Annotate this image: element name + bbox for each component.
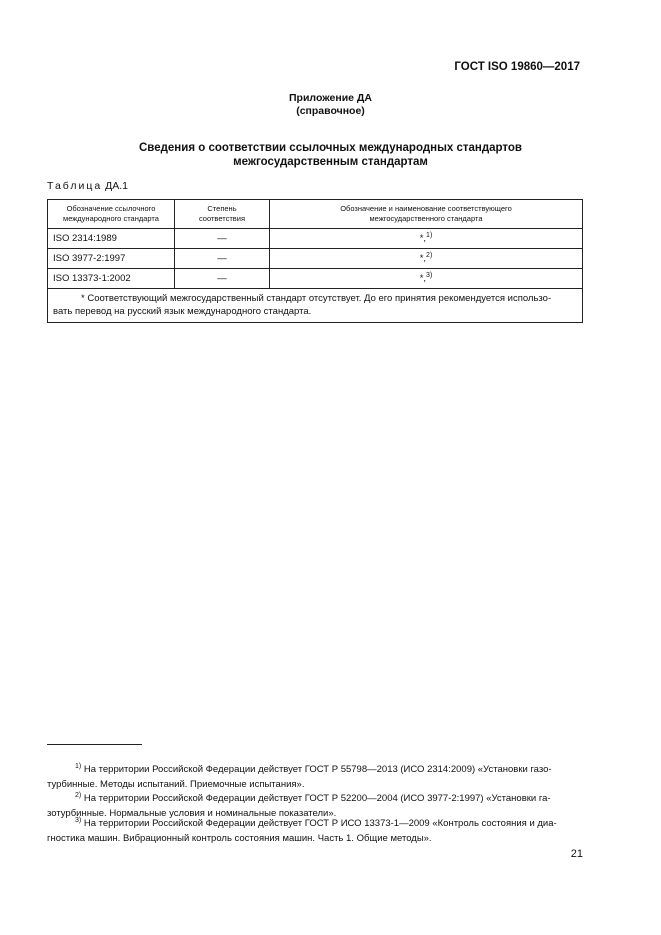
cell-reference: *,$^{1)}$ (270, 229, 583, 249)
cell-standard: ISO 13373-1:2002 (48, 269, 175, 289)
footnote: $^{3)}$ На территории Российской Федерации действует ГОСТ Р ИСО 13373-1—2009 «Контроль состояния и диа- гностика машин. Вибрационный контроль состояния машин. Часть 1. Общие методы». (47, 817, 557, 844)
cell-reference: *,$^{2)}$ (270, 249, 583, 269)
footnote-divider (47, 744, 142, 745)
table-row (48, 269, 583, 289)
footnote: $^{2)}$ На территории Российской Федерации действует ГОСТ Р 52200—2004 (ИСО 3977-2:1997) «Установки га- зотурбинные. Нормальные условия и номинальные показатели». (47, 792, 551, 819)
table-label-word: Таблица (47, 180, 103, 192)
cell-degree: — (175, 229, 270, 249)
table-row (48, 249, 583, 269)
table-label-number: ДА.1 (105, 180, 128, 192)
table-note-row (48, 289, 583, 323)
cell-standard: ISO 3977-2:1997 (48, 249, 175, 269)
header-interstate-standard: Обозначение и наименование соответствующего межгосударственного стандарта (270, 200, 583, 229)
appendix-subtitle: (справочное) (296, 105, 365, 117)
footnote: $^{1)}$ На территории Российской Федерации действует ГОСТ Р 55798—2013 (ИСО 2314:2009) «Установки газо- турбинные. Методы испытаний. Приемочные испытания». (47, 763, 552, 790)
appendix-title: Приложение ДА (289, 92, 372, 104)
standards-table (47, 199, 583, 323)
section-title-line2: межгосударственным стандартам (233, 156, 428, 168)
section-title: Сведения о соответствии ссылочных международных стандартов (138, 142, 522, 154)
cell-degree: — (175, 249, 270, 269)
table-row (48, 229, 583, 249)
table-header-row (48, 200, 583, 229)
table-note: * Соответствующий межгосударственный стандарт отсутствует. До его принятия рекомендуется использо- вать перевод на русский язык международного стандарта. (48, 289, 583, 323)
page-number: 21 (570, 848, 583, 860)
header-international-standard: Обозначение ссылочного международного стандарта (48, 200, 175, 229)
table-label (47, 180, 128, 192)
header-degree-of-conformity: Степень соответствия (175, 200, 270, 229)
cell-reference: *,$^{3)}$ (270, 269, 583, 289)
document-id: ГОСТ ISO 19860—2017 (454, 61, 580, 73)
cell-degree: — (175, 269, 270, 289)
cell-standard: ISO 2314:1989 (48, 229, 175, 249)
